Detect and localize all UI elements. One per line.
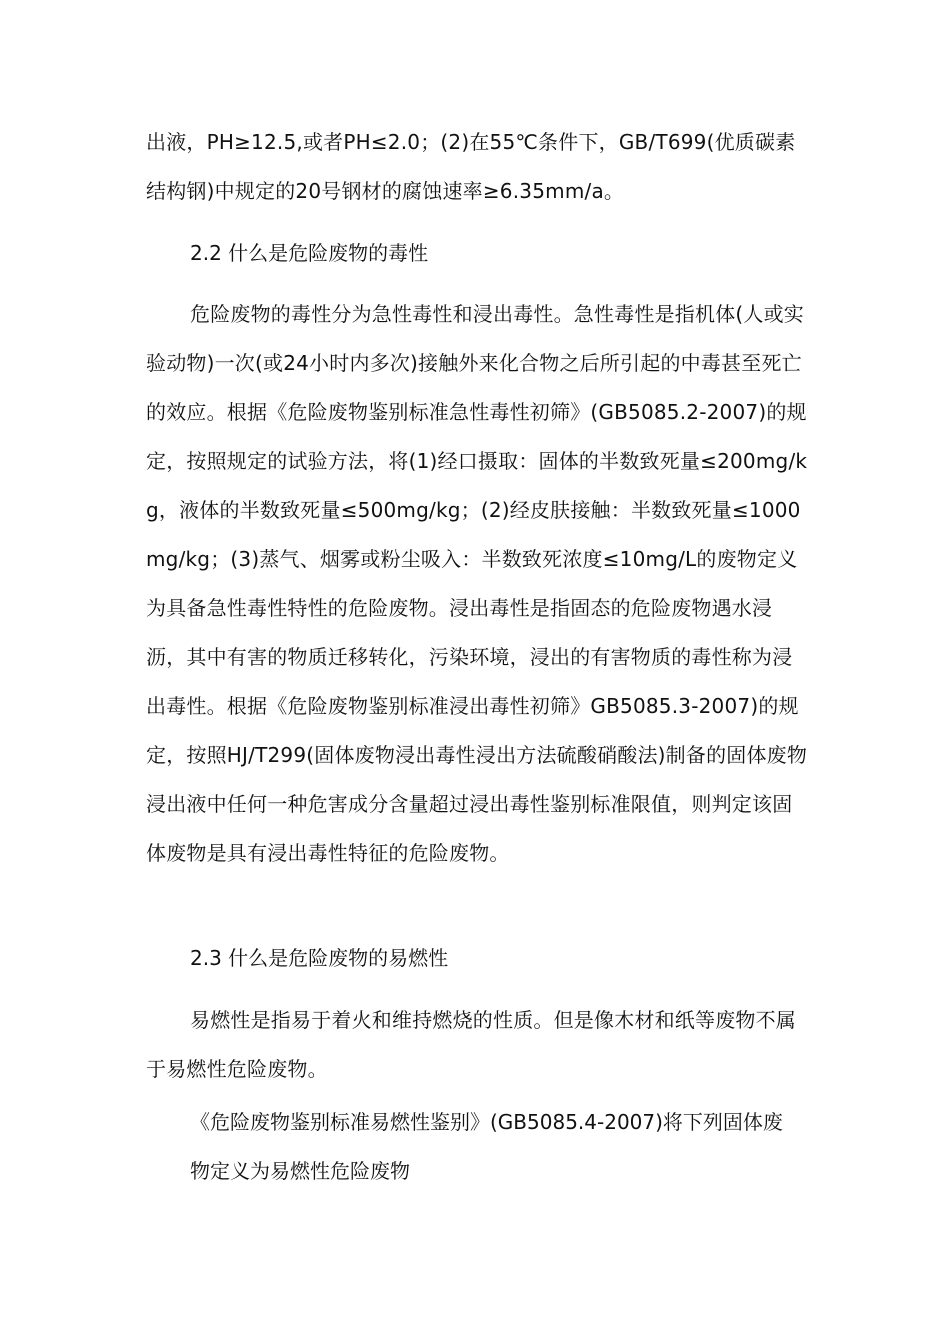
heading-2-3-flammability: 2.3 什么是危险废物的易燃性 bbox=[190, 946, 449, 970]
paragraph-flammability-definition-line2: 物定义为易燃性危险废物 bbox=[190, 1159, 410, 1183]
paragraph-toxicity: 危险废物的毒性分为急性毒性和浸出毒性。急性毒性是指机体(人或实验动物)一次(或24小时内多次)接触外来化合物之后所引起的中毒甚至死亡的效应。根据《危险废物鉴别标准急性毒性初筛》(GB5085.2-2007)的规定，按照规定的试验方法，将(1)经口摄取：固体的半数致死量≤200mg/kg，液体的半数致死量≤500mg/kg；(2)经皮肤接触：半数致死量≤1000mg/kg；(3)蒸气、烟雾或粉尘吸入：半数致死浓度≤10mg/L的废物定义为具备急性毒性特性的危险废物。浸出毒性是指固态的危险废物遇水浸沥，其中有害的物质迁移转化，污染环境，浸出的有害物质的毒性称为浸出毒性。根据《危险废物鉴别标准浸出毒性初筛》GB5085.3-2007)的规定，按照HJ/T299(固体废物浸出毒性浸出方法硫酸硝酸法)制备的固体废物浸出液中任何一种危害成分含量超过浸出毒性鉴别标准限值，则判定该固体废物是具有浸出毒性特征的危险废物。 bbox=[146, 302, 808, 865]
paragraph-flammability-definition-line1: 《危险废物鉴别标准易燃性鉴别》(GB5085.4-2007)将下列固体废 bbox=[190, 1110, 783, 1134]
heading-2-2-toxicity: 2.2 什么是危险废物的毒性 bbox=[190, 241, 429, 265]
paragraph-flammability: 易燃性是指易于着火和维持燃烧的性质。但是像木材和纸等废物不属于易燃性危险废物。 bbox=[146, 1008, 796, 1081]
paragraph-corrosivity-continuation: 出液，PH≥12.5,或者PH≤2.0；(2)在55℃条件下，GB/T699(优质碳素结构钢)中规定的20号钢材的腐蚀速率≥6.35mm/a。 bbox=[146, 130, 796, 203]
